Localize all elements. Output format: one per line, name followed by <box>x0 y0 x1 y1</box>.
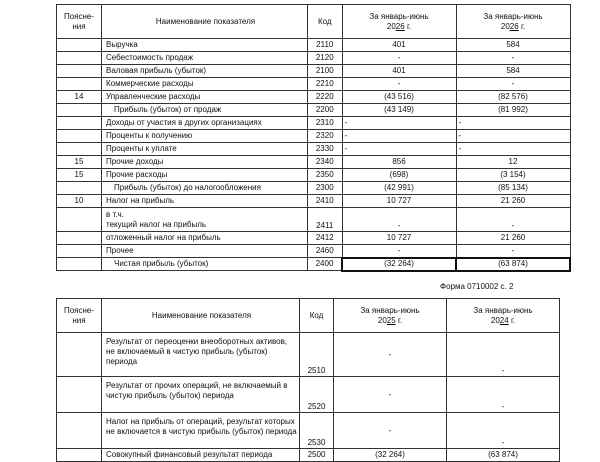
row-note <box>57 413 102 449</box>
row-code: 2220 <box>308 91 343 104</box>
header-period-1 <box>342 5 456 39</box>
row-note <box>57 130 102 143</box>
row-note <box>57 377 102 413</box>
period-2-year: 26 <box>509 21 519 31</box>
row-note <box>57 117 102 130</box>
row-note: 15 <box>57 156 102 169</box>
period-2-suffix: г. <box>510 315 516 325</box>
row-value-1: - <box>342 143 456 156</box>
period-2-century: 20 <box>490 315 500 325</box>
row-code: 2350 <box>308 169 343 182</box>
table-row <box>57 333 560 377</box>
row-value-1: - <box>342 208 456 232</box>
row-value-2: 12 <box>456 156 570 169</box>
row-code: 2210 <box>308 78 343 91</box>
row-code: 2310 <box>308 117 343 130</box>
row-value-1: - <box>342 78 456 91</box>
row-name: Проценты к получению <box>102 130 308 143</box>
row-name: Себестоимость продаж <box>102 52 308 65</box>
row-code: 2200 <box>308 104 343 117</box>
row-code: 2300 <box>308 182 343 195</box>
row-value-1: - <box>334 413 447 449</box>
row-value-2: - <box>447 333 560 377</box>
row-value-2: - <box>456 245 570 258</box>
row-value-1: - <box>342 245 456 258</box>
row-code: 2120 <box>308 52 343 65</box>
row-value-2: 21 260 <box>456 195 570 208</box>
row-name: Проценты к уплате <box>102 143 308 156</box>
row-value-1: (32 264) <box>334 449 447 462</box>
row-value-1: - <box>342 117 456 130</box>
row-value-1: - <box>342 52 456 65</box>
row-value-2: 21 260 <box>456 232 570 245</box>
row-name: Прибыль (убыток) от продаж <box>102 104 308 117</box>
row-note <box>57 333 102 377</box>
row-value-2: - <box>456 78 570 91</box>
row-code: 2411 <box>308 208 343 232</box>
row-value-1: - <box>342 130 456 143</box>
row-code: 2412 <box>308 232 343 245</box>
table-row <box>57 39 571 52</box>
row-note <box>57 208 102 232</box>
row-note <box>57 78 102 91</box>
row-note <box>57 39 102 52</box>
header-period-1 <box>334 299 447 333</box>
header-notes: Поясне-ния <box>57 5 102 39</box>
row-value-2: - <box>456 52 570 65</box>
table-header-row <box>57 299 560 333</box>
table-row <box>57 104 571 117</box>
row-name: Совокупный финансовый результат периода <box>102 449 300 462</box>
row-name: Доходы от участия в других организациях <box>102 117 308 130</box>
row-value-1: 10 727 <box>342 232 456 245</box>
period-2-century: 20 <box>500 21 510 31</box>
table-row <box>57 208 571 232</box>
row-note <box>57 232 102 245</box>
period-1-suffix: г. <box>397 315 403 325</box>
row-value-2: (63 874) <box>456 258 570 271</box>
table-row <box>57 169 571 182</box>
row-code: 2530 <box>300 413 334 449</box>
row-name: Прочее <box>102 245 308 258</box>
header-name: Наименование показателя <box>102 299 300 333</box>
row-name-detail: текущий налог на прибыль <box>106 219 207 229</box>
header-notes: Поясне-ния <box>57 299 102 333</box>
row-name: Прочие расходы <box>102 169 308 182</box>
row-name: Чистая прибыль (убыток) <box>102 258 308 271</box>
row-value-1: (698) <box>342 169 456 182</box>
table-row <box>57 156 571 169</box>
row-value-2: (3 154) <box>456 169 570 182</box>
period-1-year: 25 <box>386 315 396 325</box>
form-number-label: Форма 0710002 с. 2 <box>440 282 514 291</box>
period-1-century: 20 <box>377 315 387 325</box>
row-name: Налог на прибыль <box>102 195 308 208</box>
period-1-suffix: г. <box>406 21 412 31</box>
row-value-1: (42 991) <box>342 182 456 195</box>
table-row <box>57 449 560 462</box>
row-value-1: 401 <box>342 65 456 78</box>
row-value-1: 856 <box>342 156 456 169</box>
row-code: 2330 <box>308 143 343 156</box>
row-note: 14 <box>57 91 102 104</box>
header-name: Наименование показателя <box>102 5 308 39</box>
row-name <box>102 208 308 232</box>
row-value-1: (43 149) <box>342 104 456 117</box>
table-row-total <box>57 258 571 271</box>
row-value-2: - <box>447 377 560 413</box>
row-value-2: (85 134) <box>456 182 570 195</box>
row-name-prefix: в т.ч. <box>106 209 124 219</box>
table-row <box>57 91 571 104</box>
table-row <box>57 232 571 245</box>
table-row <box>57 117 571 130</box>
row-note <box>57 52 102 65</box>
row-value-1: 10 727 <box>342 195 456 208</box>
row-value-2: 584 <box>456 65 570 78</box>
row-note: 15 <box>57 169 102 182</box>
row-code: 2410 <box>308 195 343 208</box>
table-row <box>57 195 571 208</box>
row-code: 2400 <box>308 258 343 271</box>
table-row <box>57 143 571 156</box>
comprehensive-result-table <box>56 298 560 462</box>
row-note <box>57 258 102 271</box>
row-name: отложенный налог на прибыль <box>102 232 308 245</box>
row-name: Управленческие расходы <box>102 91 308 104</box>
income-statement-table <box>56 4 571 272</box>
row-value-1: - <box>334 377 447 413</box>
row-code: 2510 <box>300 333 334 377</box>
table-row <box>57 65 571 78</box>
header-period-2 <box>447 299 560 333</box>
row-value-2: - <box>456 130 570 143</box>
row-code: 2320 <box>308 130 343 143</box>
header-code: Код <box>308 5 343 39</box>
row-code: 2500 <box>300 449 334 462</box>
row-value-2: - <box>456 143 570 156</box>
period-1-prefix: За январь-июнь <box>360 305 420 315</box>
table-row <box>57 413 560 449</box>
row-value-1: - <box>334 333 447 377</box>
row-value-2: (81 992) <box>456 104 570 117</box>
period-2-prefix: За январь-июнь <box>473 305 533 315</box>
period-2-year: 24 <box>499 315 509 325</box>
row-value-1: (32 264) <box>342 258 456 271</box>
row-code: 2100 <box>308 65 343 78</box>
period-1-prefix: За январь-июнь <box>369 11 429 21</box>
row-value-2: - <box>456 208 570 232</box>
table-row <box>57 52 571 65</box>
table-row <box>57 377 560 413</box>
row-name: Прибыль (убыток) до налогообложения <box>102 182 308 195</box>
row-code: 2520 <box>300 377 334 413</box>
row-code: 2340 <box>308 156 343 169</box>
row-note: 10 <box>57 195 102 208</box>
row-code: 2460 <box>308 245 343 258</box>
row-note <box>57 182 102 195</box>
row-value-2: - <box>447 413 560 449</box>
row-name: Налог на прибыль от операций, результат которых не включается в чистую прибыль (убыток) периода <box>102 413 300 449</box>
header-period-2 <box>456 5 570 39</box>
row-note <box>57 245 102 258</box>
row-name: Результат от переоценки внеоборотных активов, не включаемый в чистую прибыль (убыток) периода <box>102 333 300 377</box>
table-header-row <box>57 5 571 39</box>
row-value-2: - <box>456 117 570 130</box>
row-note <box>57 449 102 462</box>
row-name: Выручка <box>102 39 308 52</box>
period-1-year: 26 <box>395 21 405 31</box>
row-name: Коммерческие расходы <box>102 78 308 91</box>
row-value-1: (43 516) <box>342 91 456 104</box>
table-row <box>57 245 571 258</box>
table-row <box>57 130 571 143</box>
row-value-2: (63 874) <box>447 449 560 462</box>
period-2-suffix: г. <box>520 21 526 31</box>
row-note <box>57 65 102 78</box>
row-note <box>57 104 102 117</box>
row-note <box>57 143 102 156</box>
row-code: 2110 <box>308 39 343 52</box>
row-value-2: (82 576) <box>456 91 570 104</box>
row-name: Валовая прибыль (убыток) <box>102 65 308 78</box>
period-2-prefix: За январь-июнь <box>483 11 543 21</box>
row-name: Прочие доходы <box>102 156 308 169</box>
header-code: Код <box>300 299 334 333</box>
row-value-2: 584 <box>456 39 570 52</box>
table-row <box>57 182 571 195</box>
row-name: Результат от прочих операций, не включаемый в чистую прибыль (убыток) периода <box>102 377 300 413</box>
row-value-1: 401 <box>342 39 456 52</box>
table-row <box>57 78 571 91</box>
period-1-century: 20 <box>386 21 396 31</box>
